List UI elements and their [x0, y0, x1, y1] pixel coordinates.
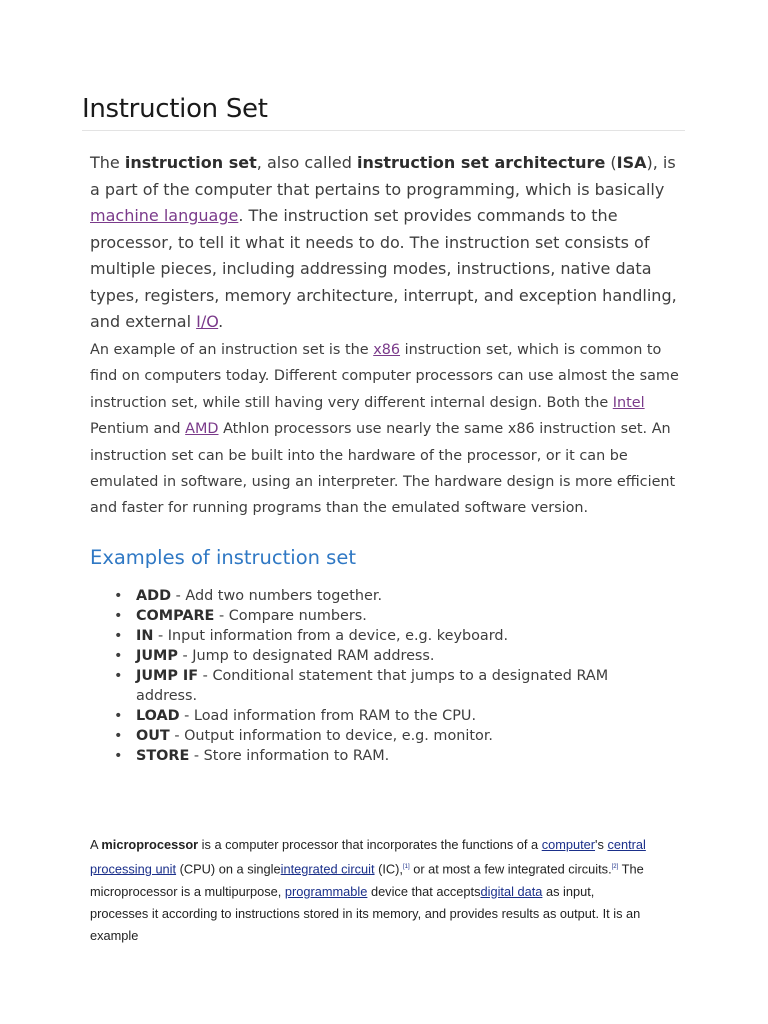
link-intel[interactable]: Intel	[612, 394, 645, 411]
link-integrated-circuit[interactable]: integrated circuit	[280, 861, 375, 877]
instruction-desc: - Jump to designated RAM address.	[177, 648, 435, 664]
link-x86[interactable]: x86	[373, 342, 401, 358]
examples-list	[108, 586, 668, 766]
citation-2[interactable]: [2]	[611, 864, 619, 871]
link-amd[interactable]: AMD	[185, 421, 219, 438]
text-run: or at most a few integrated circuits.	[409, 861, 612, 877]
list-item	[108, 666, 668, 706]
text-run: instruction set, which is common to find on computers today. Different computer processors can use almost the same instruction set, while still having very different internal design. Both the	[90, 342, 679, 411]
list-item	[108, 746, 668, 766]
list-item	[108, 646, 668, 666]
bullet-icon: •	[114, 728, 123, 744]
text-run: ), is a part of the computer that pertains to programming, which is basically	[90, 153, 676, 199]
text-run: The microprocessor is a multipurpose,	[90, 861, 644, 899]
instruction-name: LOAD	[136, 708, 180, 724]
bullet-icon: •	[114, 628, 123, 644]
term-isa-full: instruction set architecture	[356, 153, 606, 172]
microprocessor-paragraph	[90, 834, 650, 947]
instruction-desc: - Input information from a device, e.g. keyboard.	[153, 628, 509, 644]
link-digital-data[interactable]: digital data	[480, 883, 543, 899]
title-divider	[82, 130, 685, 131]
text-run: , also called	[256, 153, 357, 172]
link-central-processing-unit[interactable]: central processing unit	[90, 837, 646, 877]
intro-paragraph	[90, 150, 690, 336]
citation-1[interactable]: [1]	[402, 864, 410, 871]
term-instruction-set: instruction set	[124, 153, 257, 172]
text-run: is a computer processor that incorporates the functions of a	[198, 837, 542, 852]
instruction-name: IN	[136, 628, 154, 644]
text-run: (	[605, 153, 617, 172]
term-isa: ISA	[616, 153, 647, 172]
bullet-icon: •	[114, 668, 123, 684]
bullet-icon: •	[114, 588, 123, 604]
instruction-desc: - Add two numbers together.	[171, 588, 383, 604]
list-item	[108, 726, 668, 746]
bullet-icon: •	[114, 748, 123, 764]
text-run: as input, processes it according to instructions stored in its memory, and provides results as output. It is an example	[90, 883, 641, 944]
bullet-icon: •	[114, 608, 123, 624]
list-item	[108, 706, 668, 726]
text-run: (IC),	[374, 861, 403, 877]
bullet-icon: •	[114, 648, 123, 664]
term-microprocessor: microprocessor	[101, 837, 199, 852]
instruction-desc: - Store information to RAM.	[189, 748, 390, 764]
text-run: An example of an instruction set is the	[90, 342, 374, 358]
text-run: Athlon processors use nearly the same x86 instruction set. An instruction set can be built into the hardware of the processor, or it can be emulated in software, using an interpreter. The hardware design is more efficient and faster for running programs than the emulated software version.	[90, 421, 676, 517]
list-item	[108, 586, 668, 606]
instruction-name: JUMP IF	[136, 668, 199, 684]
link-computer[interactable]: computer	[541, 837, 596, 852]
instruction-name: JUMP	[136, 648, 178, 664]
instruction-name: ADD	[136, 588, 172, 604]
instruction-desc: - Load information from RAM to the CPU.	[179, 708, 477, 724]
text-run: device that accepts	[367, 883, 481, 899]
instruction-desc: - Output information to device, e.g. monitor.	[169, 728, 493, 744]
link-programmable[interactable]: programmable	[284, 883, 368, 899]
bullet-icon: •	[114, 708, 123, 724]
text-run: A	[90, 837, 102, 852]
text-run: 's	[595, 837, 608, 852]
list-item	[108, 626, 668, 646]
text-run: (CPU) on a single	[176, 861, 281, 877]
text-run: The	[90, 153, 125, 172]
instruction-name: STORE	[136, 748, 190, 764]
instruction-desc: - Compare numbers.	[214, 608, 367, 624]
text-run: Pentium and	[90, 421, 186, 438]
example-paragraph	[90, 337, 690, 522]
link-io[interactable]: I/O	[196, 312, 219, 331]
instruction-name: OUT	[136, 728, 170, 744]
list-item	[108, 606, 668, 626]
link-machine-language[interactable]: machine language	[90, 206, 239, 225]
text-run: . The instruction set provides commands to the processor, to tell it what it needs to do. The instruction set consists of multiple pieces, including addressing modes, instructions, native data types, registers, memory architecture, interrupt, and exception handling, and external	[90, 206, 677, 331]
instruction-desc: - Conditional statement that jumps to a designated RAM address.	[136, 668, 609, 704]
text-run: .	[218, 312, 224, 331]
instruction-name: COMPARE	[136, 608, 215, 624]
examples-heading: Examples of instruction set	[90, 546, 356, 569]
page-title: Instruction Set	[82, 94, 268, 124]
